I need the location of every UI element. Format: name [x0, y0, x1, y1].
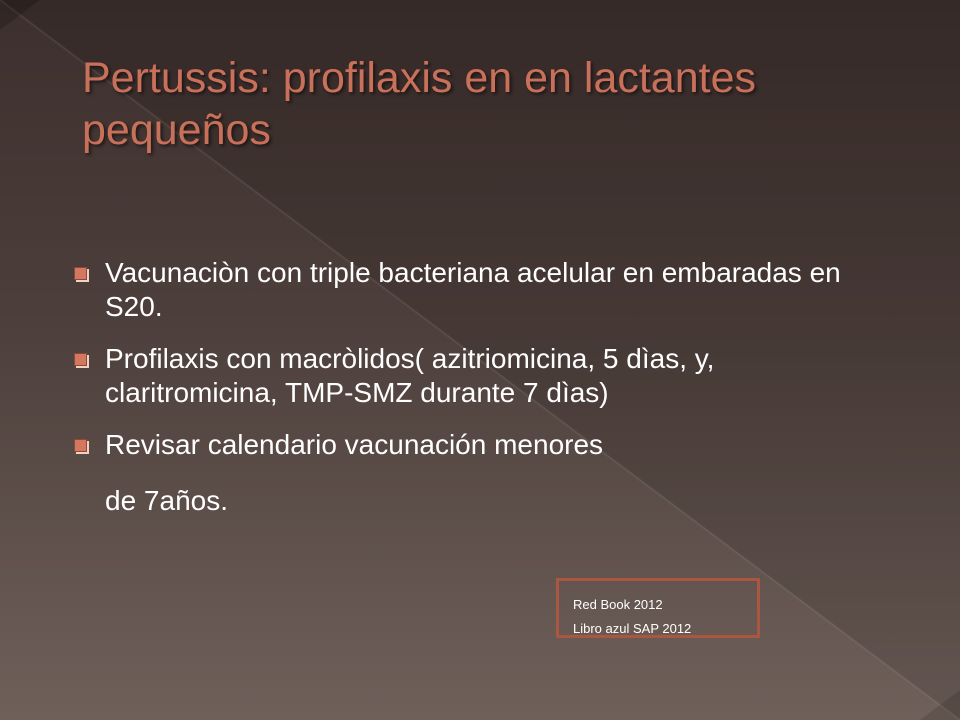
bullet-item — [62, 256, 862, 324]
slide-title: Pertussis: profilaxis en en lactantes pequeños — [82, 54, 756, 154]
bullet-text: Revisar calendario vacunación menores — [105, 429, 604, 460]
reference-box — [556, 578, 760, 638]
bullet-item — [62, 428, 862, 462]
square-bullet-icon — [74, 267, 87, 280]
square-bullet-icon — [74, 353, 87, 366]
bullet-text: Profilaxis con macròlidos( azitriomicina, 5 dìas, y, claritromicina, TMP-SMZ durante 7 dìas) — [105, 343, 715, 408]
bullet-list — [62, 256, 862, 480]
reference-libro-azul: Libro azul SAP 2012 — [573, 621, 692, 636]
bullet-text: Vacunaciòn con triple bacteriana acelular en embaradas en S20. — [105, 257, 841, 322]
bullet-continuation: de 7años. — [105, 485, 228, 516]
bullet-item — [62, 342, 862, 410]
square-bullet-icon — [74, 439, 87, 452]
reference-red-book: Red Book 2012 — [573, 597, 663, 612]
